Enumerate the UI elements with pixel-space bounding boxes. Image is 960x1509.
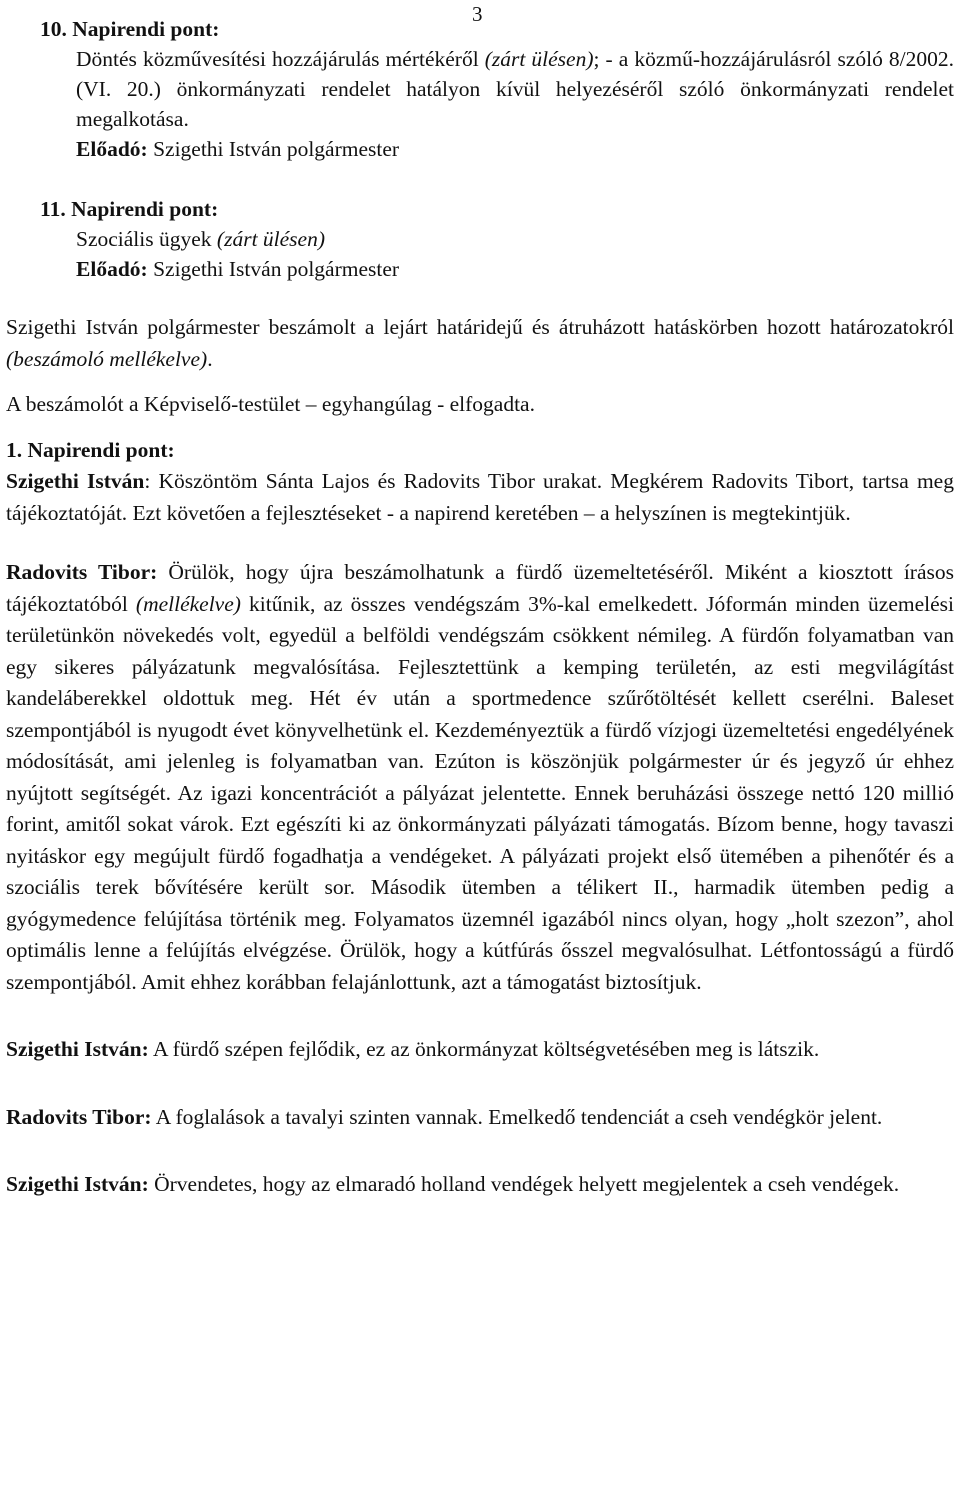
speech-text-cont: kitűnik, az összes vendégszám 3%-kal emelkedett. Jóformán minden üzemelési területünkön növekedés volt, egyedül a belföldi vendégszám csökkent némileg. A fürdőn folyamatban van egy sikeres pályázatunk megvalósítása. Fejlesztettünk a kemping területén, az esti megvilágítást kandeláberekkel oldottuk meg. Hét év után a sportmedence szűrőtöltését kellett cserélni. Baleset szempontjából is nyugodt évet könyvelhetünk el. Kezdeményeztük a fürdő vízjogi üzemeltetési engedélyének módosítását, ami jelenleg is folyamatban van. Ezúton is köszönjük polgármester úr és jegyző úr ehhez nyújtott segítségét. Az igazi koncentrációt a pályázat jelentette. Ennek beruházási összege nettó 120 millió forint, amitől sokat várok. Ezt egészíti ki az önkormányzati pályázati támogatás. Bízom benne, hogy tavaszi nyitáskor egy megújult fürdő fogadhatja a vendégeket. A pályázati projekt első ütemében a pihenőtér és a szociális terek bővítésére került sor. Második ütemben a télikert II., harmadik ütemben pedig a gyógymedence felújítása történik meg. Folyamatos üzemnél igazából nincs olyan, hogy „holt szezon”, ahol optimális lenne a felújítás elvégzése. Örülök, hogy a kútfúrás ősszel megvalósulhat. Létfontosságú a fürdő szempontjából. Amit ehhez korábban felajánlottunk, azt a támogatást biztosítjuk.: [6, 591, 954, 994]
speech-text: : Köszöntöm Sánta Lajos és Radovits Tibor urakat. Megkérem Radovits Tibort, tartsa meg tájékoztatóját. Ezt követően a fejlesztéseket - a napirend keretében – a helyszínen is megtekintjük.: [6, 469, 954, 525]
report-decision: A beszámolót a Képviselő-testület – egyhangúlag - elfogadta.: [6, 392, 535, 416]
agenda-heading-label: Napirendi pont:: [71, 197, 219, 221]
agenda-heading-1: [6, 435, 954, 467]
presenter-label: Előadó:: [76, 257, 148, 281]
agenda-number: 10.: [40, 17, 67, 41]
report-end: .: [207, 346, 213, 371]
speech-note: (mellékelve): [135, 591, 241, 616]
agenda-title-text: Döntés közművesítési hozzájárulás mértékéről: [76, 47, 485, 71]
report-text: Szigethi István polgármester beszámolt a lejárt határidejű és átruházott hatáskörben hozott határozatokról: [6, 315, 954, 339]
speech-paragraph-3: [6, 1034, 954, 1066]
agenda-heading-label: Napirendi pont:: [27, 437, 175, 462]
agenda-title-note: (zárt ülésen): [484, 47, 594, 71]
speech-text: A fürdő szépen fejlődik, ez az önkormányzat költségvetésében meg is látszik.: [148, 1037, 820, 1061]
document-body: [6, 14, 954, 1201]
presenter-name: Szigethi István polgármester: [147, 137, 400, 161]
speech-paragraph-1: [6, 466, 954, 529]
agenda-presenter-11: [76, 254, 954, 284]
presenter-name: Szigethi István polgármester: [147, 257, 400, 281]
speech-text: Örülök, hogy újra beszámolhatunk a fürdő üzemeltetéséről. Miként a kiosztott írásos tájékoztatóból: [6, 560, 954, 616]
agenda-title-text: Szociális ügyek: [76, 227, 217, 251]
agenda-title-11: [76, 224, 954, 254]
speech-text: Örvendetes, hogy az elmaradó holland vendégek helyett megjelentek a cseh vendégek.: [148, 1172, 900, 1196]
presenter-label: Előadó:: [76, 137, 148, 161]
speaker-name: Szigethi István: [6, 469, 145, 493]
speech-text: A foglalások a tavalyi szinten vannak. Emelkedő tendenciát a cseh vendégkör jelent.: [151, 1104, 883, 1129]
agenda-item-10: [40, 14, 954, 164]
agenda-number: 1.: [6, 437, 23, 462]
agenda-title-text-cont: ; - a közmű-hozzájárulásról szóló 8/2002.(VI. 20.) önkormányzati rendelet hatályon kívül helyezéséről szóló önkormányzati rendelet megalkotása.: [76, 47, 954, 131]
report-note: (beszámoló mellékelve): [6, 346, 208, 371]
agenda-heading-label: Napirendi pont:: [72, 17, 220, 41]
agenda-item-11: [40, 194, 954, 284]
agenda-title-note: (zárt ülésen): [216, 227, 325, 251]
report-paragraph: [6, 312, 954, 375]
agenda-number: 11.: [40, 197, 66, 221]
speaker-name: Szigethi István:: [6, 1172, 149, 1196]
speaker-name: Radovits Tibor:: [6, 560, 158, 584]
speaker-name: Szigethi István:: [6, 1037, 149, 1061]
speech-paragraph-2: [6, 557, 954, 998]
agenda-title-10: [76, 44, 954, 134]
speech-paragraph-5: [6, 1169, 954, 1201]
agenda-presenter-10: [76, 134, 954, 164]
page-number: 3: [472, 2, 483, 26]
agenda-heading-10: [40, 14, 954, 44]
speaker-name: Radovits Tibor:: [6, 1104, 152, 1129]
agenda-heading-11: [40, 194, 954, 224]
speech-paragraph-4: [6, 1102, 954, 1134]
